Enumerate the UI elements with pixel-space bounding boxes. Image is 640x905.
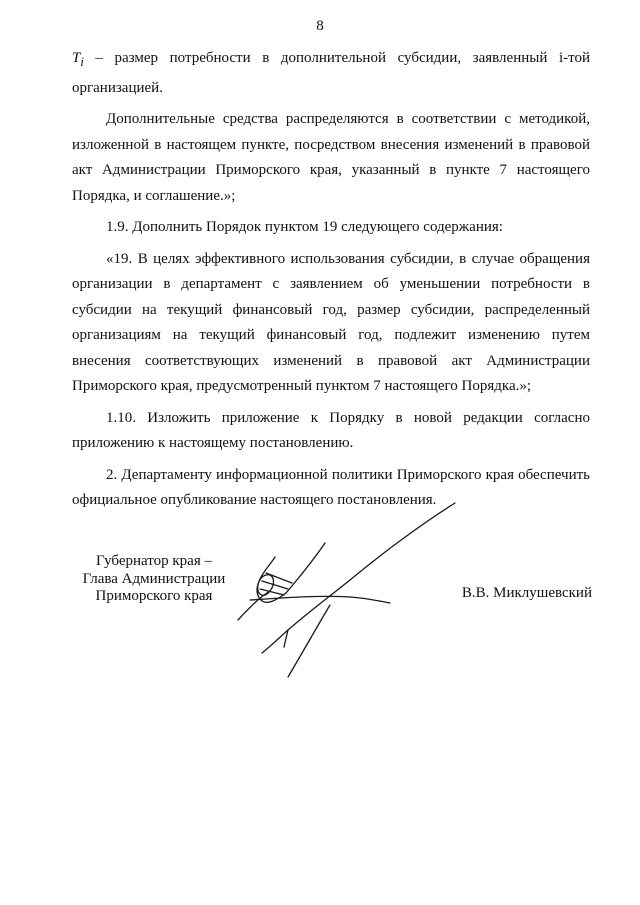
handwritten-signature (230, 495, 470, 685)
page-number: 8 (316, 18, 324, 34)
signature-stroke-long (262, 503, 455, 653)
ti-letter: T (72, 50, 81, 66)
ti-symbol (72, 50, 84, 69)
paragraph-item-2: 2. Департаменту информационной политики Приморского края обеспечить официальное опубликование настоящего постановления. (72, 466, 590, 508)
paragraph-item-1-10: 1.10. Изложить приложение к Порядку в новой редакции согласно приложению к настоящему постановлению. (72, 409, 590, 451)
ti-definition-text: – размер потребности в дополнительной субсидии, заявленный i-той организацией. (72, 50, 590, 96)
signatory-title-line-1: Губернатор края – (96, 553, 212, 569)
ti-subscript: i (80, 55, 84, 69)
paragraph-item-19: «19. В целях эффективного использования субсидии, в случае обращения организации в департамент с заявлением об уменьшении потребности в субсидии на текущий финансовый год, размер субсидии, распределенный организациям на текущий финансовый год, подлежит изменению путем внесения соответствующих изменений в правовой акт Администрации Приморского края, предусмотренный пунктом 7 настоящего Порядка.»; (72, 250, 590, 394)
paragraph-additional-funds: Дополнительные средства распределяются в соответствии с методикой, изложенной в настоящем пункте, посредством внесения изменений в правовой акт Администрации Приморского края, указанный в пункте 7 настоящего Порядка, и соглашение.»; (72, 111, 590, 204)
document-body (72, 46, 590, 520)
signatory-name: В.В. Миклушевский (461, 585, 592, 601)
signature-stroke-cross (238, 543, 325, 620)
signatory-title-line-3: Приморского края (95, 588, 213, 604)
signatory-title (76, 553, 232, 606)
paragraph-item-1-9: 1.9. Дополнить Порядок пунктом 19 следующего содержания: (106, 219, 503, 235)
signature-stroke-tail (284, 605, 330, 677)
signatory-title-line-2: Глава Администрации (82, 570, 226, 587)
paragraph-ti-definition (72, 46, 590, 101)
